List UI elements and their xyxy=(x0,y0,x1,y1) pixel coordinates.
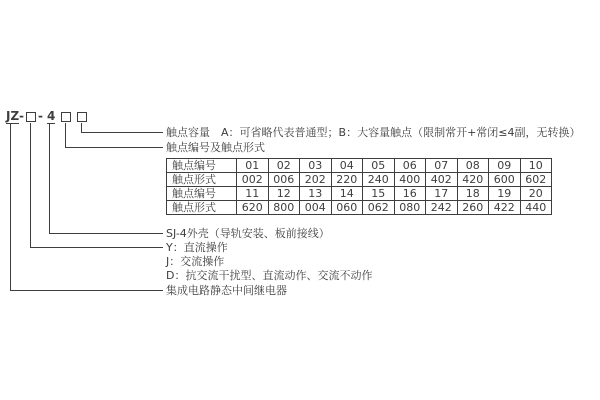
value-cell: 220 xyxy=(331,173,363,187)
value-cell: 13 xyxy=(300,187,332,201)
model-prefix: JZ xyxy=(6,109,20,123)
value-cell: 006 xyxy=(268,173,300,187)
value-cell: 002 xyxy=(237,173,269,187)
table-row xyxy=(167,159,552,173)
callout-anti-interference: D：抗交流干扰型、直流动作、交流不动作 xyxy=(166,269,373,282)
value-cell: 14 xyxy=(331,187,363,201)
model-dash-2: - xyxy=(38,109,43,123)
value-cell: 03 xyxy=(300,159,332,173)
callout-contact-number-form: 触点编号及触点形式 xyxy=(166,141,265,154)
callout-dc-operation: Y：直流操作 xyxy=(166,241,228,254)
connector-line-contact-capacity xyxy=(81,123,163,133)
row-header-cell: 触点编号 xyxy=(167,187,237,201)
table-row xyxy=(167,173,552,187)
value-cell: 202 xyxy=(300,173,332,187)
value-cell: 17 xyxy=(426,187,458,201)
value-cell: 402 xyxy=(426,173,458,187)
callout-product-name: 集成电路静态中间继电器 xyxy=(166,284,287,297)
value-cell: 242 xyxy=(426,201,458,215)
row-header-cell: 触点形式 xyxy=(167,173,237,187)
value-cell: 440 xyxy=(520,201,552,215)
value-cell: 602 xyxy=(520,173,552,187)
value-cell: 06 xyxy=(394,159,426,173)
value-cell: 240 xyxy=(363,173,395,187)
model-placeholder-box-3 xyxy=(77,112,87,122)
value-cell: 19 xyxy=(489,187,521,201)
value-cell: 08 xyxy=(457,159,489,173)
value-cell: 12 xyxy=(268,187,300,201)
value-cell: 15 xyxy=(363,187,395,201)
model-dash-1: - xyxy=(19,109,24,123)
model-placeholder-box-2 xyxy=(61,112,71,122)
value-cell: 062 xyxy=(363,201,395,215)
value-cell: 20 xyxy=(520,187,552,201)
value-cell: 400 xyxy=(394,173,426,187)
model-case-digit: 4 xyxy=(47,109,56,123)
callout-case: SJ-4外壳（导轨安装、板前接线） xyxy=(166,227,330,240)
value-cell: 004 xyxy=(300,201,332,215)
value-cell: 04 xyxy=(331,159,363,173)
table-row xyxy=(167,201,552,215)
value-cell: 080 xyxy=(394,201,426,215)
value-cell: 800 xyxy=(268,201,300,215)
value-cell: 420 xyxy=(457,173,489,187)
value-cell: 620 xyxy=(237,201,269,215)
value-cell: 18 xyxy=(457,187,489,201)
model-placeholder-box-1 xyxy=(26,112,36,122)
value-cell: 02 xyxy=(268,159,300,173)
row-header-cell: 触点编号 xyxy=(167,159,237,173)
value-cell: 07 xyxy=(426,159,458,173)
value-cell: 01 xyxy=(237,159,269,173)
callout-ac-operation: J：交流操作 xyxy=(166,255,225,268)
value-cell: 10 xyxy=(520,159,552,173)
row-header-cell: 触点形式 xyxy=(167,201,237,215)
value-cell: 422 xyxy=(489,201,521,215)
callout-contact-capacity: 触点容量 A：可省略代表普通型；B：大容量触点（限制常开+常闭≤4副，无转换） xyxy=(166,126,581,139)
value-cell: 600 xyxy=(489,173,521,187)
value-cell: 060 xyxy=(331,201,363,215)
value-cell: 260 xyxy=(457,201,489,215)
table-row xyxy=(167,187,552,201)
value-cell: 09 xyxy=(489,159,521,173)
value-cell: 05 xyxy=(363,159,395,173)
value-cell: 16 xyxy=(394,187,426,201)
value-cell: 11 xyxy=(237,187,269,201)
contact-code-table xyxy=(166,158,552,215)
